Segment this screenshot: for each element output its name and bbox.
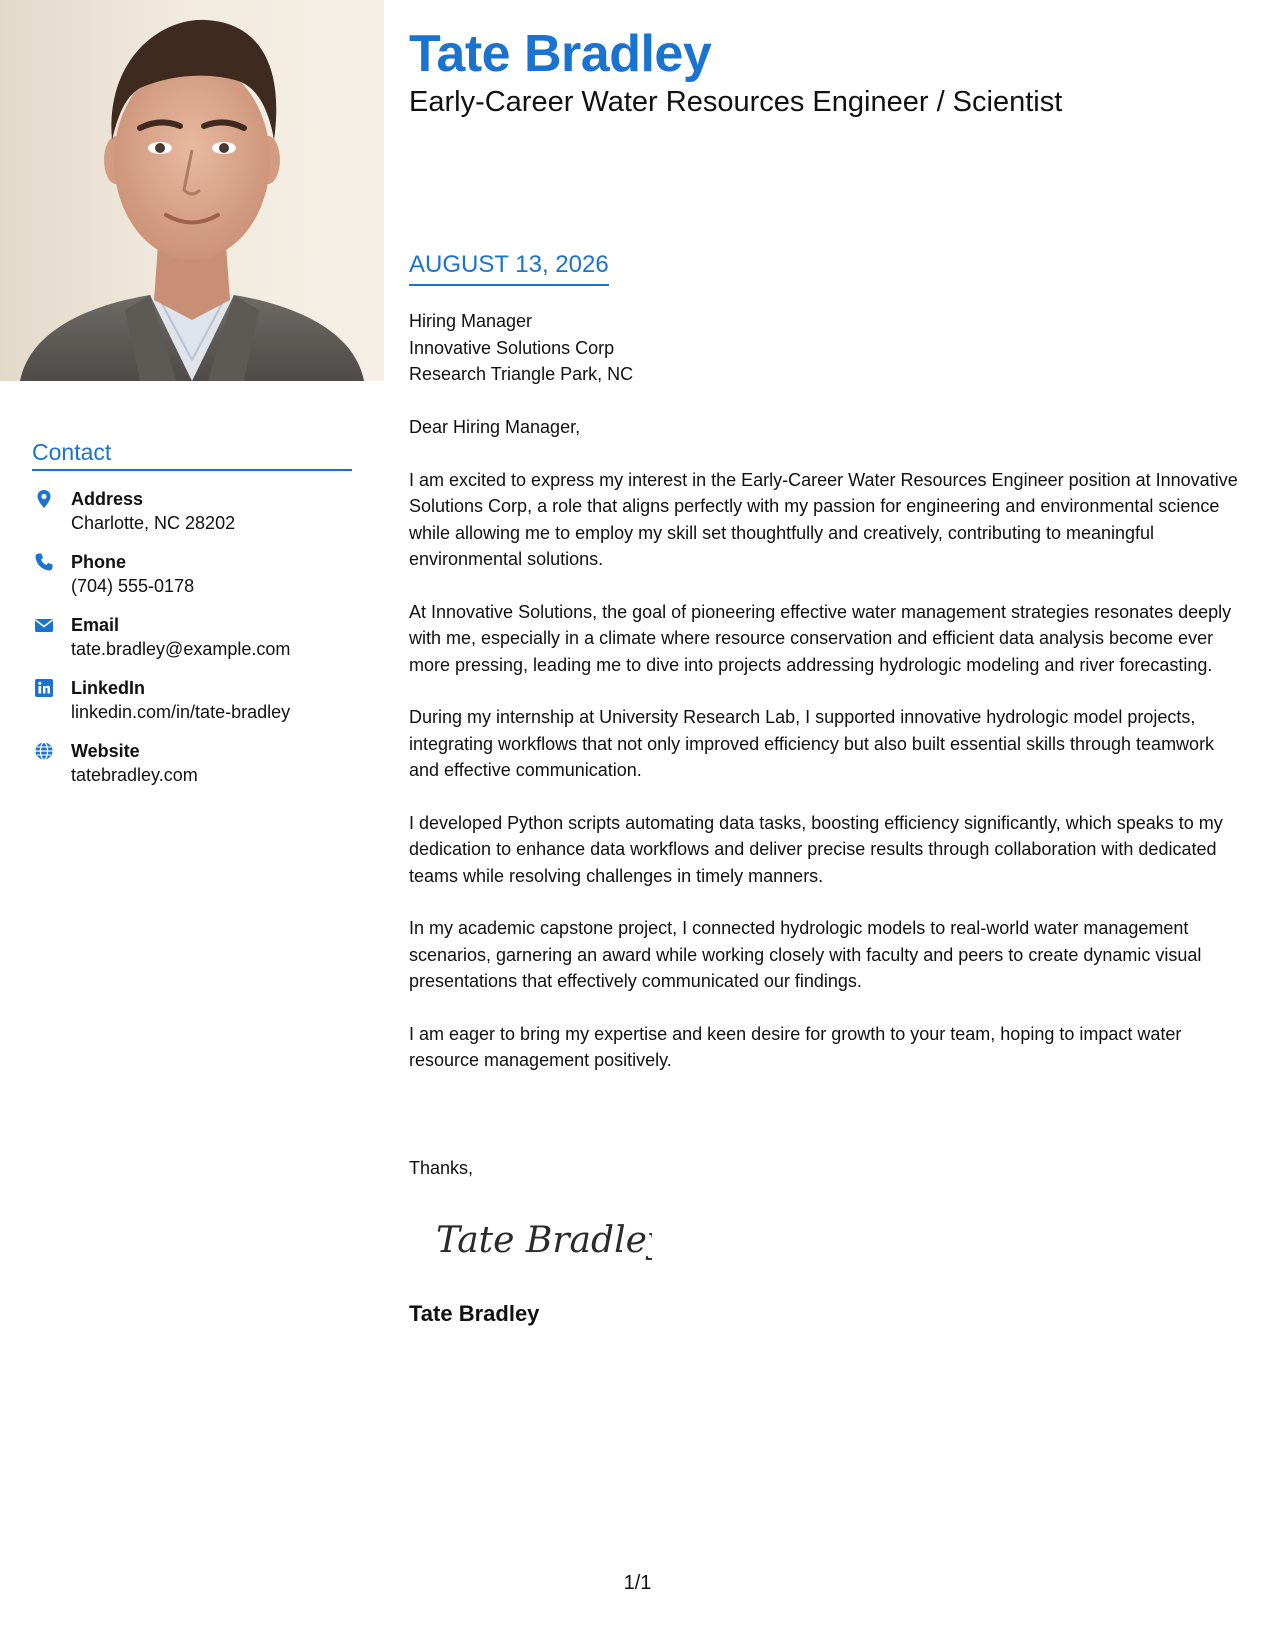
letter-closing: Thanks, [409,1158,474,1178]
letter-paragraph: I developed Python scripts automating data tasks, boosting efficiency significantly, which speaks to my dedication to enhance data workflows and deliver precise results through collaboration with dedicated teams while resolving challenges in timely manners. [409,812,1223,886]
recipient-line: Hiring Manager [409,311,533,331]
contact-value[interactable]: linkedin.com/in/tate-bradley [71,702,291,722]
contact-email [32,613,352,662]
letter-paragraph: During my internship at University Research Lab, I supported innovative hydrologic model projects, integrating workflows that not only improved efficiency but also built essential skills through teamwork and effective communication. [409,707,1215,780]
contact-label: Website [71,741,140,761]
letter-body [409,414,1244,1100]
phone-icon [34,552,54,572]
linkedin-icon [34,678,54,698]
profile-photo [0,0,384,381]
contact-heading: Contact [32,438,352,471]
recipient-line: Innovative Solutions Corp [409,337,615,358]
applicant-name: Tate Bradley [409,25,712,83]
contact-section [32,438,352,802]
contact-address [32,487,352,536]
contact-value[interactable]: tate.bradley@example.com [71,639,291,659]
contact-website [32,739,352,788]
contact-linkedin [32,676,352,725]
contact-value[interactable]: (704) 555-0178 [71,576,195,596]
handwritten-signature [432,1208,652,1268]
recipient-block [409,308,633,388]
globe-icon [34,741,54,761]
contact-label: Address [71,489,144,509]
letter-paragraph: I am excited to express my interest in the Early-Career Water Resources Engineer position at Innovative Solutions Corp, a role that aligns perfectly with my passion for engineering and environmental science while allowing me to employ my skill set thoughtfully and creatively, contributing to meaningful environmental solutions. [409,469,1238,569]
contact-value[interactable]: tatebradley.com [71,765,198,785]
location-pin-icon [34,489,54,509]
contact-label: LinkedIn [71,678,146,698]
portrait-illustration [0,0,384,381]
signature-text: Tate Bradley [436,1220,652,1261]
salutation: Dear Hiring Manager, [409,417,581,437]
page-number: 1/1 [623,1572,652,1594]
letter-date: AUGUST 13, 2026 [409,250,609,286]
recipient-line: Research Triangle Park, NC [409,364,634,384]
contact-phone [32,550,352,599]
contact-label: Email [71,615,120,635]
letter-paragraph: I am eager to bring my expertise and keen desire for growth to your team, hoping to impact water resource management positively. [409,1023,1182,1070]
contact-label: Phone [71,552,127,572]
email-icon [34,615,54,635]
contact-value: Charlotte, NC 28202 [71,513,236,533]
letter-paragraph: In my academic capstone project, I connected hydrologic models to real-world water management scenarios, garnering an award while working closely with faculty and peers to create dynamic visual presentations that effectively communicated our findings. [409,918,1202,991]
applicant-role: Early-Career Water Resources Engineer / Scientist [409,86,1063,118]
signed-name: Tate Bradley [409,1301,540,1326]
letter-paragraph: At Innovative Solutions, the goal of pioneering effective water management strategies resonates deeply with me, especially in a climate where resource conservation and efficient data analysis become ever more pressing, leading me to dive into projects addressing hydrologic modeling and river forecasting. [409,601,1232,675]
